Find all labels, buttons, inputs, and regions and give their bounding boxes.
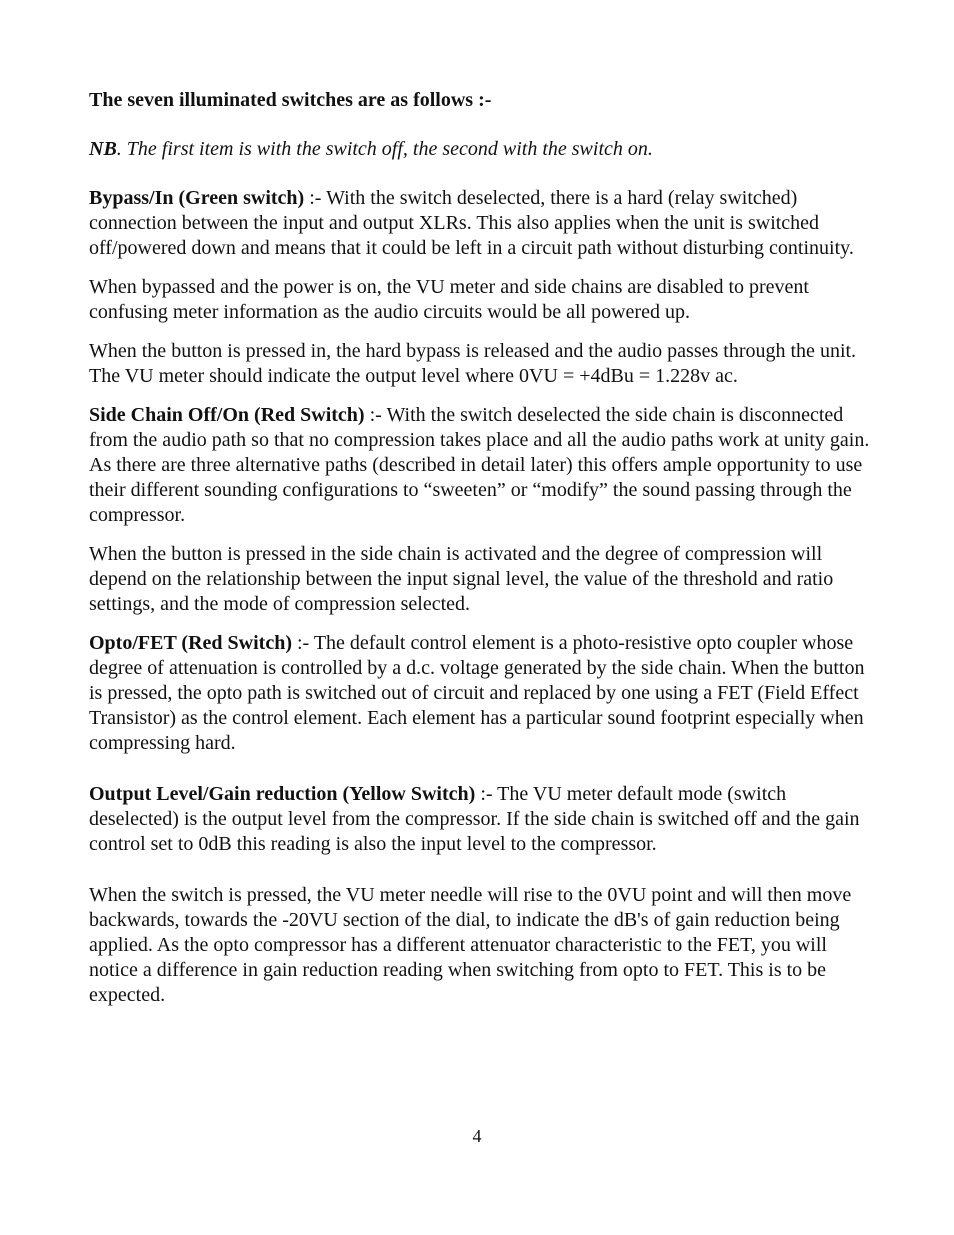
- bypass-text: :- With the switch deselected, there is a hard (relay switched) connection between the input and output XLRs. This also applies when the unit is switched off/powered down and means that it could be left in a circuit path without disturbing continuity.: [89, 187, 854, 259]
- output-level-text: :- The VU meter default mode (switch deselected) is the output level from the compressor. If the side chain is switched off and the gain control set to 0dB this reading is also the input level to the compressor.: [89, 783, 860, 855]
- bypass-description: [89, 186, 879, 261]
- side-chain-description: [89, 403, 879, 528]
- page-content: [89, 88, 879, 1022]
- section-heading: The seven illuminated switches are as follows :-: [89, 89, 492, 111]
- bypass-power-on-paragraph: When bypassed and the power is on, the VU meter and side chains are disabled to prevent confusing meter information as the audio circuits would be all powered up.: [89, 276, 809, 323]
- side-chain-pressed-paragraph: When the button is pressed in the side chain is activated and the degree of compression will depend on the relationship between the input signal level, the value of the threshold and ratio settings, and the mode of compression selected.: [89, 543, 834, 615]
- opto-fet-description: [89, 631, 879, 756]
- output-level-description: [89, 782, 879, 857]
- note-lead: NB: [89, 138, 117, 160]
- note-paragraph: [89, 137, 879, 162]
- bypass-term: Bypass/In (Green switch): [89, 187, 305, 209]
- side-chain-text: :- With the switch deselected the side chain is disconnected from the audio path so that no compression takes place and all the audio paths work at unity gain. As there are three alternative paths (described in detail later) this offers ample opportunity to use their different sounding configurations to “sweeten” or “modify” the sound passing through the compressor.: [89, 404, 870, 526]
- page-number: 4: [472, 1126, 482, 1146]
- opto-fet-text: :- The default control element is a photo-resistive opto coupler whose degree of attenuation is controlled by a d.c. voltage generated by the side chain. When the button is pressed, the opto path is switched out of circuit and replaced by one using a FET (Field Effect Transistor) as the control element. Each element has a particular sound footprint especially when compressing hard.: [89, 632, 865, 754]
- gain-reduction-pressed-paragraph: When the switch is pressed, the VU meter needle will rise to the 0VU point and will then move backwards, towards the -20VU section of the dial, to indicate the dB's of gain reduction being applied. As the opto compressor has a different attenuator characteristic to the FET, you will notice a difference in gain reduction reading when switching from opto to FET. This is to be expected.: [89, 884, 852, 1006]
- side-chain-term: Side Chain Off/On (Red Switch): [89, 404, 365, 426]
- bypass-pressed-paragraph: When the button is pressed in, the hard bypass is released and the audio passes through the unit. The VU meter should indicate the output level where 0VU = +4dBu = 1.228v ac.: [89, 340, 857, 387]
- opto-fet-term: Opto/FET (Red Switch): [89, 632, 292, 654]
- output-level-term: Output Level/Gain reduction (Yellow Switch): [89, 783, 476, 805]
- note-text: . The first item is with the switch off, the second with the switch on.: [116, 138, 653, 160]
